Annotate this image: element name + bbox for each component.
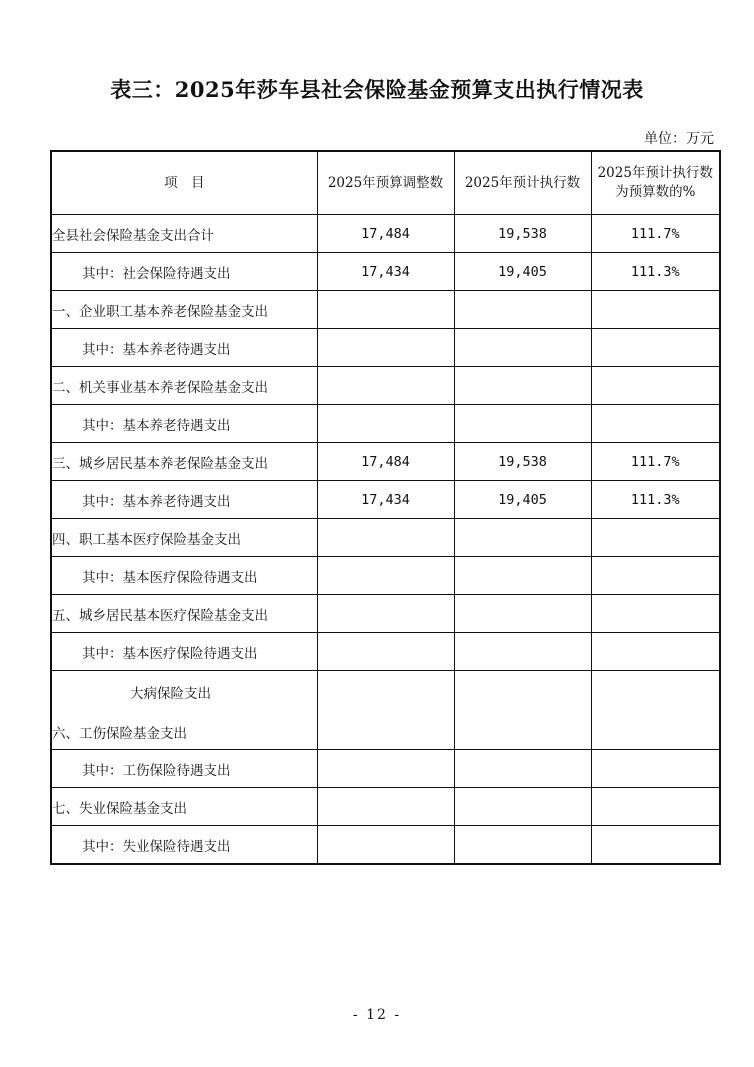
table-row — [51, 291, 720, 329]
row-item: 其中：失业保险待遇支出 — [51, 826, 317, 865]
row-budget: 17,484 — [317, 215, 454, 253]
row-item: 三、城乡居民基本养老保险基金支出 — [51, 443, 317, 481]
row-budget — [317, 788, 454, 826]
row-budget — [317, 291, 454, 329]
row-item: 四、职工基本医疗保险基金支出 — [51, 519, 317, 557]
row-executed: 19,538 — [454, 215, 591, 253]
table-row — [51, 443, 720, 481]
row-ratio — [591, 329, 720, 367]
row-executed — [454, 557, 591, 595]
row-budget — [317, 595, 454, 633]
row-item: 大病保险支出 — [130, 686, 211, 702]
row-executed — [454, 405, 591, 443]
row-executed — [454, 633, 591, 671]
row-item: 其中：基本养老待遇支出 — [51, 405, 317, 443]
row-budget — [317, 750, 454, 788]
unit-label: 单位：万元 — [644, 131, 714, 147]
row-executed — [454, 595, 591, 633]
table-row — [51, 750, 720, 788]
table-row — [51, 329, 720, 367]
row-budget — [317, 633, 454, 671]
row-executed — [454, 519, 591, 557]
table-row — [51, 253, 720, 291]
header-item: 项 目 — [51, 151, 317, 215]
row-item: 其中：基本养老待遇支出 — [51, 329, 317, 367]
row-item: 其中：基本医疗保险待遇支出 — [51, 557, 317, 595]
row-ratio — [591, 826, 720, 865]
row-budget — [317, 826, 454, 865]
row-budget: 17,434 — [317, 253, 454, 291]
row-ratio: 111.7% — [591, 443, 720, 481]
row-item: 全县社会保险基金支出合计 — [51, 215, 317, 253]
header-budget: 2025年预算调整数 — [317, 151, 454, 215]
row-ratio: 111.3% — [591, 253, 720, 291]
row-ratio — [591, 750, 720, 788]
row-executed — [454, 367, 591, 405]
row-ratio: 111.3% — [591, 481, 720, 519]
table-row — [51, 557, 720, 595]
budget-table — [50, 150, 721, 865]
table-row — [51, 788, 720, 826]
row-item: 其中：基本养老待遇支出 — [51, 481, 317, 519]
row-executed — [454, 329, 591, 367]
table-header-row — [51, 151, 720, 215]
row-item: 五、城乡居民基本医疗保险基金支出 — [51, 595, 317, 633]
row-ratio — [591, 595, 720, 633]
header-ratio: 2025年预计执行数为预算数的% — [591, 151, 720, 215]
row-executed — [454, 750, 591, 788]
row-item: 二、机关事业基本养老保险基金支出 — [51, 367, 317, 405]
row-ratio: 111.7% — [591, 215, 720, 253]
row-item: 其中：工伤保险待遇支出 — [51, 750, 317, 788]
row-budget — [317, 367, 454, 405]
table-row — [51, 215, 720, 253]
row-item: 一、企业职工基本养老保险基金支出 — [51, 291, 317, 329]
row-executed — [454, 826, 591, 865]
row-ratio — [591, 633, 720, 671]
row-executed — [454, 291, 591, 329]
table-row — [51, 595, 720, 633]
page-number: - 12 - — [352, 1007, 402, 1023]
row-item: 六、工伤保险基金支出 — [52, 726, 187, 742]
row-budget — [317, 519, 454, 557]
row-ratio — [591, 671, 720, 750]
table-row — [51, 481, 720, 519]
table-row — [51, 633, 720, 671]
table-row — [51, 519, 720, 557]
row-ratio — [591, 405, 720, 443]
document-title: 表三：2025年莎车县社会保险基金预算支出执行情况表 — [110, 77, 644, 102]
header-executed: 2025年预计执行数 — [454, 151, 591, 215]
row-executed — [454, 788, 591, 826]
row-budget: 17,434 — [317, 481, 454, 519]
row-executed: 19,538 — [454, 443, 591, 481]
row-executed: 19,405 — [454, 253, 591, 291]
row-ratio — [591, 367, 720, 405]
row-budget — [317, 671, 454, 750]
table-row — [51, 405, 720, 443]
row-ratio — [591, 557, 720, 595]
table-row — [51, 367, 720, 405]
row-budget — [317, 557, 454, 595]
row-item: 其中：社会保险待遇支出 — [51, 253, 317, 291]
table-row — [51, 671, 720, 750]
row-item-merged — [51, 671, 317, 750]
row-ratio — [591, 519, 720, 557]
row-ratio — [591, 788, 720, 826]
row-item: 其中：基本医疗保险待遇支出 — [51, 633, 317, 671]
row-executed — [454, 671, 591, 750]
row-ratio — [591, 291, 720, 329]
table-row — [51, 826, 720, 865]
row-budget — [317, 329, 454, 367]
row-executed: 19,405 — [454, 481, 591, 519]
row-budget: 17,484 — [317, 443, 454, 481]
row-item: 七、失业保险基金支出 — [51, 788, 317, 826]
row-budget — [317, 405, 454, 443]
